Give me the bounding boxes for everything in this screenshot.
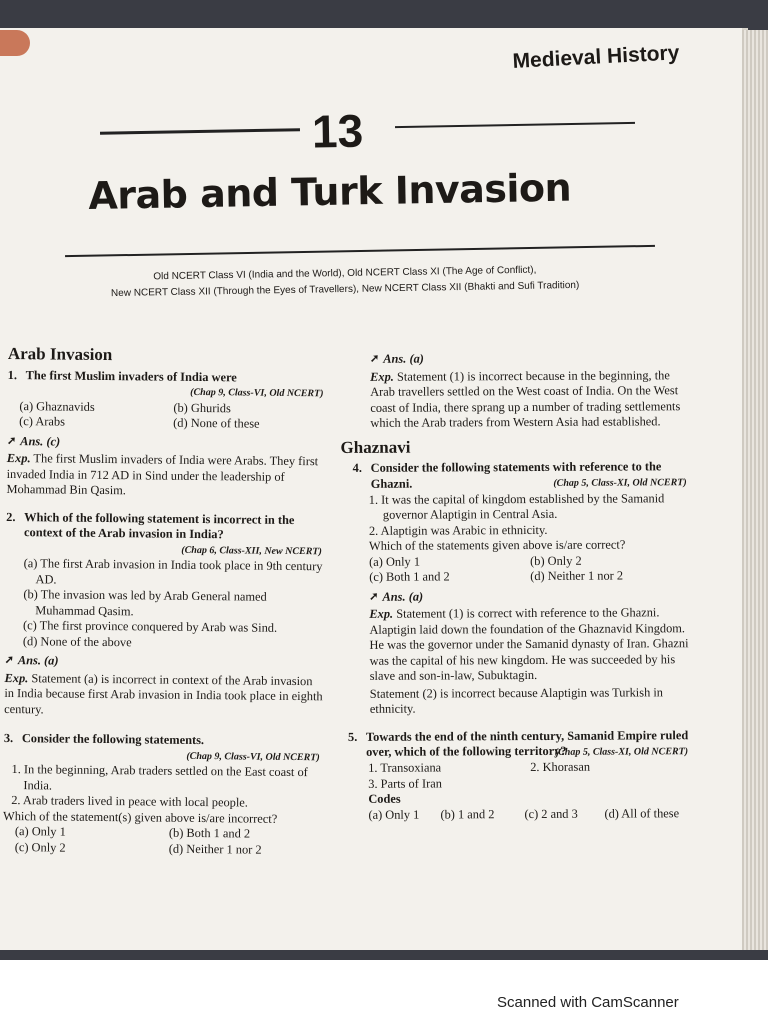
explanation (340, 368, 690, 432)
chapter-number: 13 (311, 104, 364, 158)
option: (a) Ghaznavids (19, 398, 95, 414)
items (342, 759, 692, 792)
page-edge (742, 30, 768, 950)
question-2 (6, 509, 326, 543)
section-ghaznavi: Ghaznavi (340, 437, 411, 457)
question-number: 1. (7, 367, 18, 382)
question-text: Consider the following statements. (21, 731, 205, 748)
code: (b) 1 and 2 (440, 806, 495, 821)
exp-text: The first Muslim invaders of India were Arabs. They first invaded India in 712 AD in Sind under the leadership of Mohammad Bin Qasim. (6, 451, 319, 498)
option: (c) Arabs (19, 414, 66, 429)
answer-text: Ans. (a) (17, 653, 59, 668)
codes (342, 806, 692, 823)
scanner-watermark: Scanned with CamScanner (497, 994, 679, 1011)
arrow-icon: ➚ (6, 434, 17, 447)
option: (c) Only 2 (14, 839, 66, 855)
exp-label: Exp. (6, 450, 31, 466)
exp-text: Statement (1) is correct with reference to the Ghazni. Alaptigin laid down the foundation of the Ghaznavid Kingdom. He was the governor under the Samanid dynasty of Iran. Ghazni was the capital of his new kingdom. He was succeeded by his slave and son-in-law, Subuktagin. (369, 605, 689, 683)
answer (340, 350, 690, 367)
exp-label: Exp. (4, 670, 29, 685)
explanation (4, 670, 324, 720)
sources-line-1: Old NCERT Class VI (India and the World), Old NCERT Class XI (The Age of Conflict), (153, 264, 537, 283)
options (3, 824, 323, 858)
question-ref: (Chap 5, Class-XI, Old NCERT) (553, 477, 687, 489)
section-arab-invasion: Arab Invasion (7, 344, 113, 365)
statement: 2. Arab traders lived in peace with local people. (11, 793, 249, 810)
exp-label: Exp. (369, 606, 394, 621)
question-prompt: Which of the statement(s) given above is/are incorrect? (3, 808, 278, 826)
question-prompt: Which of the statements given above is/are correct? (368, 537, 626, 553)
option: (b) Both 1 and 2 (168, 825, 251, 841)
arrow-icon: ➚ (4, 653, 14, 667)
code: (d) All of these (604, 805, 680, 821)
answer-text: Ans. (a) (382, 589, 424, 604)
statement: 1. In the beginning, Arab traders settled on the East coast of India. (11, 762, 308, 792)
arrow-icon: ➚ (369, 590, 379, 603)
exp-label: Exp. (370, 369, 394, 384)
option: (d) None of the above (22, 633, 132, 649)
option: (d) Neither 1 nor 2 (530, 568, 624, 584)
answer (341, 588, 691, 605)
answer-text: Ans. (c) (20, 433, 61, 449)
left-column (3, 346, 328, 858)
question-ref: (Chap 9, Class-VI, Old NCERT) (186, 750, 320, 763)
answer-text: Ans. (a) (383, 351, 424, 366)
question-number: 3. (3, 730, 14, 746)
option: (a) Only 1 (369, 554, 421, 569)
options (5, 556, 326, 652)
options (341, 553, 691, 586)
question-number: 4. (352, 460, 362, 475)
explanation (6, 451, 326, 501)
option: (b) Ghurids (173, 400, 231, 415)
statement: 1. It was the capital of kingdom established by the Samanid governor Alaptigin in Central Asia. (368, 490, 665, 522)
question-number: 2. (6, 509, 16, 524)
option: (a) Only 1 (14, 824, 66, 839)
codes-label: Codes (368, 791, 401, 806)
question-text: Towards the end of the ninth century, Samanid Empire ruled over, which of the following territory? (365, 727, 689, 759)
statement: 2. Alaptigin was Arabic in ethnicity. (368, 522, 548, 538)
option: (b) Only 2 (530, 553, 582, 568)
question-text: Consider the following statements with reference to the Ghazni. (370, 459, 662, 491)
explanation-2: Statement (2) is incorrect because Alaptigin was Turkish in ethnicity. (369, 684, 664, 716)
subject-header: Medieval History (512, 41, 680, 73)
sources-line-2: New NCERT Class XII (Through the Eyes of Travellers), New NCERT Class XII (Bhakti and Sufi Tradition) (110, 279, 580, 300)
option: (c) Both 1 and 2 (369, 569, 450, 584)
code: (a) Only 1 (368, 807, 420, 822)
question-text: Which of the following statement is incorrect in the context of the Arab invasion in India? (23, 509, 295, 542)
question-ref: (Chap 9, Class-VI, Old NCERT) (190, 386, 324, 400)
option: (c) The first province conquered by Arab was Sind. (23, 618, 278, 635)
question-ref: (Chap 6, Class-XII, New NCERT) (181, 544, 322, 557)
chapter-title: Arab and Turk Invasion (88, 165, 572, 218)
item: 1. Transoxiana (368, 760, 442, 775)
question-ref: (Chap 5, Class-XI, Old NCERT) (554, 745, 689, 758)
option: (d) None of these (173, 415, 260, 431)
explanation (341, 605, 691, 684)
finger (0, 30, 30, 56)
option: (d) Neither 1 nor 2 (168, 841, 262, 857)
right-column (340, 350, 692, 823)
question-text: The first Muslim invaders of India were (25, 367, 237, 384)
option: (a) The first Arab invasion in India took place in 9th century AD. (23, 556, 323, 587)
option: (b) The invasion was led by Arab General named Muhammad Qasim. (23, 587, 267, 618)
exp-text: Statement (1) is incorrect because in the beginning, the Arab travellers settled on the West coast of India. On the West coast of India, there sprang up a number of trading settlements which the Arab traders from Western Asia had established. (370, 367, 681, 430)
answer (7, 433, 327, 452)
code: (c) 2 and 3 (524, 806, 578, 821)
answer (5, 653, 325, 672)
question-number: 5. (347, 729, 358, 744)
item: 3. Parts of Iran (368, 775, 442, 791)
exp-text: Statement (a) is incorrect in context of the Arab invasion in India because first Arab invasion in India took place in eighth century. (4, 670, 323, 716)
arrow-icon: ➚ (370, 352, 380, 365)
item: 2. Khorasan (530, 759, 591, 775)
options (7, 398, 327, 432)
